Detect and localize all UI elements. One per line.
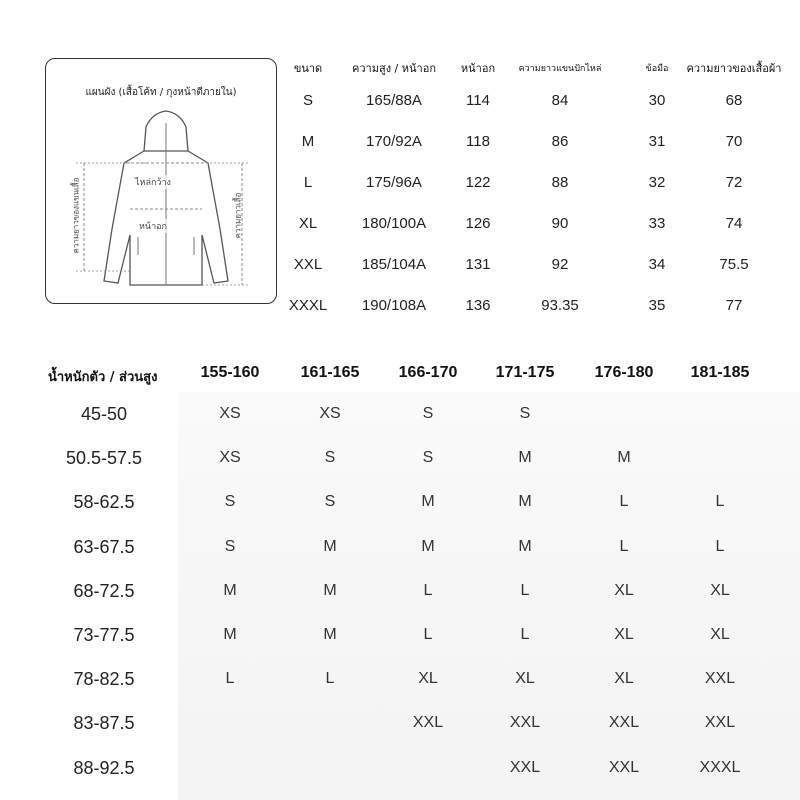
recommended-size-cell: L xyxy=(225,670,235,688)
spec-row xyxy=(282,168,797,198)
spec-cell-chest: 118 xyxy=(466,133,490,150)
spec-cell-size: XL xyxy=(298,215,318,232)
diagram-title: แผนผัง (เสื้อโค้ท / กุงหน้าตีภายใน) xyxy=(85,87,237,98)
shoulder-label: ไหล่กว้าง xyxy=(134,175,172,189)
weight-range-label: 83-87.5 xyxy=(73,713,135,734)
recommended-size-cell: XXL xyxy=(704,670,736,688)
recommended-size-cell: M xyxy=(223,581,237,599)
spec-row xyxy=(282,209,797,239)
recommended-size-cell: S xyxy=(324,449,336,467)
spec-cell-height-chest: 165/88A xyxy=(366,92,422,109)
weight-range-label: 45-50 xyxy=(80,404,128,424)
recommended-size-cell: XS xyxy=(219,449,241,467)
recommendation-row xyxy=(0,569,800,613)
recommended-size-cell: S xyxy=(519,405,531,422)
spec-cell-length: 75.5 xyxy=(719,256,749,273)
recommended-size-cell: L xyxy=(423,581,433,599)
spec-header-size: ขนาด xyxy=(293,62,323,75)
spec-cell-length: 72 xyxy=(725,174,743,191)
height-col-5: 176-180 xyxy=(594,364,654,381)
recommendation-row xyxy=(0,525,800,569)
weight-range-label: 58-62.5 xyxy=(73,492,135,513)
spec-cell-length: 70 xyxy=(725,133,743,150)
recommended-size-cell: S xyxy=(324,493,336,511)
chest-label: หน้าอก xyxy=(138,219,168,233)
recommended-size-cell: XXL xyxy=(412,714,444,732)
weight-range-label: 78-82.5 xyxy=(73,669,135,690)
spec-cell-sleeve: 90 xyxy=(551,215,569,232)
recommended-size-cell: XXL xyxy=(608,714,640,732)
recommended-size-cell: L xyxy=(520,626,530,643)
height-col-6: 181-185 xyxy=(690,364,750,381)
recommended-size-cell: XXL xyxy=(509,714,541,732)
recommended-size-cell: XS xyxy=(219,405,241,422)
spec-cell-size: XXL xyxy=(293,256,323,273)
recommended-size-cell: S xyxy=(224,493,236,511)
spec-cell-chest: 131 xyxy=(465,256,491,273)
recommended-size-cell: M xyxy=(518,493,532,511)
recommendation-row xyxy=(0,746,800,790)
recommended-size-cell: M xyxy=(323,626,337,643)
weight-range-label: 73-77.5 xyxy=(73,625,135,645)
recommended-size-cell: L xyxy=(715,537,725,555)
spec-cell-size: S xyxy=(302,92,314,109)
recommended-size-cell: L xyxy=(520,581,530,599)
recommended-size-cell: M xyxy=(421,537,435,555)
recommended-size-cell: XXXL xyxy=(699,758,741,776)
recommended-size-cell: XL xyxy=(710,581,730,599)
spec-cell-sleeve: 92 xyxy=(551,256,569,273)
spec-cell-size: L xyxy=(303,174,313,191)
spec-cell-size: M xyxy=(301,133,315,150)
spec-cell-height-chest: 190/108A xyxy=(361,297,427,314)
weight-range-label: 88-92.5 xyxy=(73,757,135,778)
recommended-size-cell: L xyxy=(325,670,335,688)
recommended-size-cell: XL xyxy=(418,670,438,688)
left-length-label: ความยาวของแขนเสื้อ xyxy=(71,177,81,254)
weight-range-label: 63-67.5 xyxy=(73,536,135,557)
spec-cell-height-chest: 170/92A xyxy=(366,133,422,150)
recommended-size-cell: XL xyxy=(710,626,730,643)
spec-cell-sleeve: 93.35 xyxy=(541,297,579,314)
recommended-size-cell: S xyxy=(224,537,236,555)
recommended-size-cell: M xyxy=(421,493,435,511)
recommended-size-cell: XXL xyxy=(704,714,736,732)
recommended-size-cell: M xyxy=(518,537,532,555)
recommended-size-cell: XL xyxy=(614,581,634,599)
spec-header-sleeve: ความยาวแขนปักไหล่ xyxy=(518,64,602,74)
recommended-size-cell: XS xyxy=(319,405,341,422)
spec-cell-cuff: 30 xyxy=(648,92,666,109)
height-col-3: 166-170 xyxy=(398,364,458,381)
spec-cell-sleeve: 86 xyxy=(551,133,569,150)
spec-header-row xyxy=(282,54,797,84)
weight-range-label: 68-72.5 xyxy=(73,580,135,601)
weight-height-corner-label: น้ำหนักตัว / ส่วนสูง xyxy=(48,370,158,385)
spec-cell-height-chest: 180/100A xyxy=(361,215,427,232)
recommended-size-cell: M xyxy=(617,449,631,467)
height-col-2: 161-165 xyxy=(300,364,360,381)
recommended-size-cell: M xyxy=(323,581,337,599)
spec-cell-chest: 114 xyxy=(466,92,490,109)
size-recommendation-table xyxy=(0,360,800,800)
spec-cell-chest: 136 xyxy=(465,297,491,314)
spec-header-cuff: ข้อมือ xyxy=(645,64,669,74)
spec-cell-cuff: 31 xyxy=(648,133,666,150)
recommended-size-cell: XXL xyxy=(509,758,541,776)
recommendation-row xyxy=(0,436,800,480)
spec-row xyxy=(282,127,797,157)
spec-cell-length: 68 xyxy=(725,92,743,109)
weight-range-label: 50.5-57.5 xyxy=(65,448,143,469)
recommended-size-cell: S xyxy=(422,449,434,467)
recommended-size-cell: L xyxy=(423,626,433,643)
recommended-size-cell: XL xyxy=(614,670,634,688)
spec-cell-cuff: 33 xyxy=(648,215,666,232)
recommendation-header-row xyxy=(0,360,800,394)
spec-cell-sleeve: 88 xyxy=(551,174,569,191)
height-col-1: 155-160 xyxy=(200,364,260,381)
spec-header-chest: หน้าอก xyxy=(460,62,496,75)
spec-cell-cuff: 32 xyxy=(648,174,666,191)
spec-row xyxy=(282,86,797,116)
spec-header-height-chest: ความสูง / หน้าอก xyxy=(352,62,436,75)
spec-cell-height-chest: 175/96A xyxy=(366,174,422,191)
spec-cell-length: 77 xyxy=(725,297,743,314)
recommended-size-cell: L xyxy=(619,493,629,511)
spec-cell-cuff: 34 xyxy=(648,256,666,273)
recommended-size-cell: S xyxy=(422,405,434,422)
recommendation-row xyxy=(0,613,800,657)
right-length-label: ความยาวเสื้อ xyxy=(233,192,243,239)
spec-cell-sleeve: 84 xyxy=(551,92,569,109)
recommended-size-cell: XL xyxy=(515,670,535,688)
recommended-size-cell: XL xyxy=(614,626,634,643)
spec-cell-chest: 122 xyxy=(465,174,491,191)
recommendation-row xyxy=(0,657,800,701)
spec-row xyxy=(282,291,797,321)
recommended-size-cell: L xyxy=(619,537,629,555)
height-col-4: 171-175 xyxy=(495,364,555,381)
spec-cell-cuff: 35 xyxy=(648,297,666,314)
spec-cell-size: XXXL xyxy=(288,297,328,314)
recommended-size-cell: L xyxy=(715,493,725,511)
spec-cell-length: 74 xyxy=(725,215,743,232)
spec-header-length: ความยาวของเสื้อผ้า xyxy=(686,62,782,75)
spec-cell-chest: 126 xyxy=(465,215,491,232)
recommended-size-cell: M xyxy=(223,626,237,643)
spec-row xyxy=(282,250,797,280)
recommended-size-cell: M xyxy=(323,537,337,555)
size-diagram-card xyxy=(45,58,277,304)
recommendation-row xyxy=(0,701,800,745)
recommendation-row xyxy=(0,392,800,436)
recommended-size-cell: XXL xyxy=(608,758,640,776)
spec-cell-height-chest: 185/104A xyxy=(361,256,427,273)
recommended-size-cell: M xyxy=(518,449,532,467)
recommendation-row xyxy=(0,480,800,524)
